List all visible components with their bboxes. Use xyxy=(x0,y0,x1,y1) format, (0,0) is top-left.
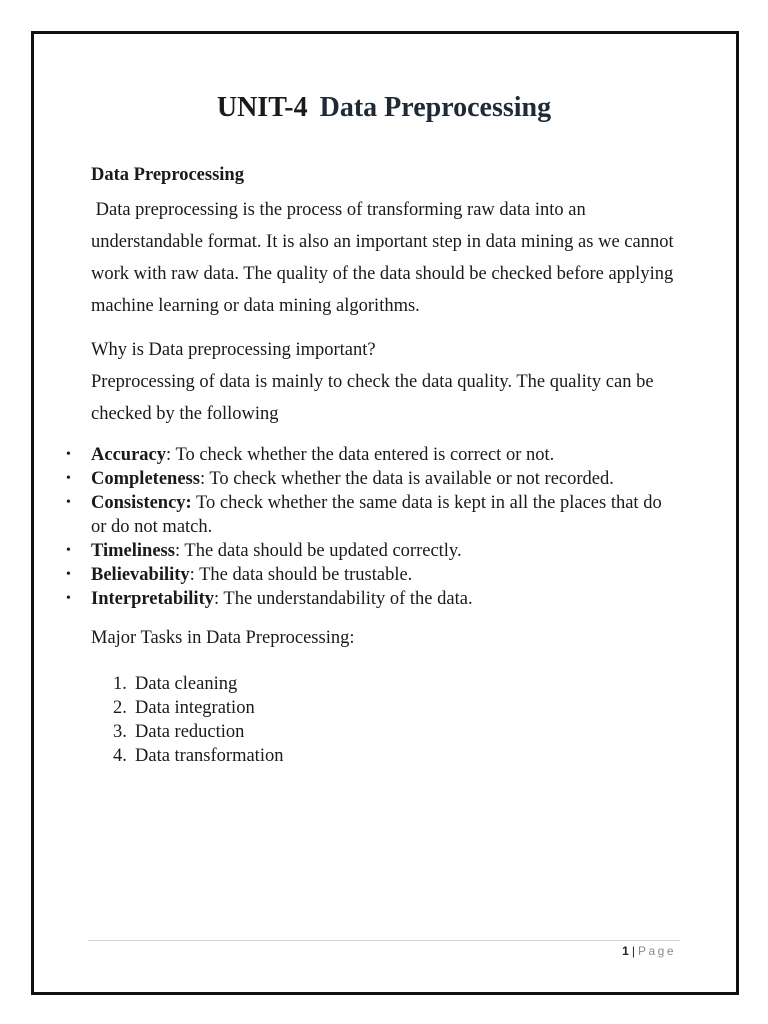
footer-divider xyxy=(88,940,680,941)
list-item: • Accuracy: To check whether the data entered is correct or not. xyxy=(91,443,681,467)
criterion-desc: To check whether the data entered is correct or not. xyxy=(175,445,555,465)
why-question: Why is Data preprocessing important? xyxy=(91,340,376,360)
task-number: 3. xyxy=(113,722,127,742)
list-item: • Interpretability: The understandability of the data. xyxy=(91,587,681,611)
criterion-desc: The understandability of the data. xyxy=(223,589,473,609)
criterion-term: Interpretability xyxy=(91,589,214,609)
page-word: Page xyxy=(637,944,676,958)
list-item: • Completeness: To check whether the data is available or not recorded. xyxy=(91,467,681,491)
why-answer: Preprocessing of data is mainly to check the data quality. The quality can be checked by the following xyxy=(91,372,654,424)
list-item xyxy=(113,696,283,720)
page-title xyxy=(0,92,768,124)
criterion-desc: The data should be trustable. xyxy=(199,565,413,585)
list-item: • Believability: The data should be trustable. xyxy=(91,563,681,587)
list-item xyxy=(113,744,283,768)
task-label: Data reduction xyxy=(135,722,245,742)
quality-criteria-list xyxy=(91,443,681,611)
title-topic: Data Preprocessing xyxy=(319,92,552,123)
task-label: Data transformation xyxy=(135,746,284,766)
task-label: Data integration xyxy=(135,698,255,718)
task-number: 1. xyxy=(113,674,127,694)
list-item xyxy=(113,720,283,744)
why-section xyxy=(91,334,681,430)
intro-paragraph: Data preprocessing is the process of transforming raw data into an understandable format. It is also an important step in data mining as we cannot work with raw data. The quality of the data should be checked before applying machine learning or data mining algorithms. xyxy=(91,200,679,316)
page-footer xyxy=(622,944,676,958)
footer-separator: | xyxy=(631,944,635,958)
criterion-term: Consistency: xyxy=(91,493,192,513)
list-item xyxy=(113,672,283,696)
title-unit: UNIT-4 xyxy=(216,92,308,123)
section-heading: Data Preprocessing xyxy=(91,165,244,185)
criterion-term: Timeliness xyxy=(91,541,175,561)
criterion-desc: To check whether the data is available or not recorded. xyxy=(209,469,614,489)
criterion-term: Accuracy xyxy=(91,445,166,465)
criterion-desc: The data should be updated correctly. xyxy=(184,541,462,561)
page-number: 1 xyxy=(622,944,629,958)
task-number: 4. xyxy=(113,746,127,766)
list-item xyxy=(91,491,681,539)
criterion-term: Completeness xyxy=(91,469,200,489)
major-tasks-list xyxy=(113,672,283,768)
task-label: Data cleaning xyxy=(135,674,238,694)
criterion-desc: To check whether the same data is kept in all the places that do or do not match. xyxy=(91,493,662,537)
list-item: • Timeliness: The data should be updated correctly. xyxy=(91,539,681,563)
criterion-term: Believability xyxy=(91,565,190,585)
task-number: 2. xyxy=(113,698,127,718)
major-tasks-heading: Major Tasks in Data Preprocessing: xyxy=(91,628,355,648)
